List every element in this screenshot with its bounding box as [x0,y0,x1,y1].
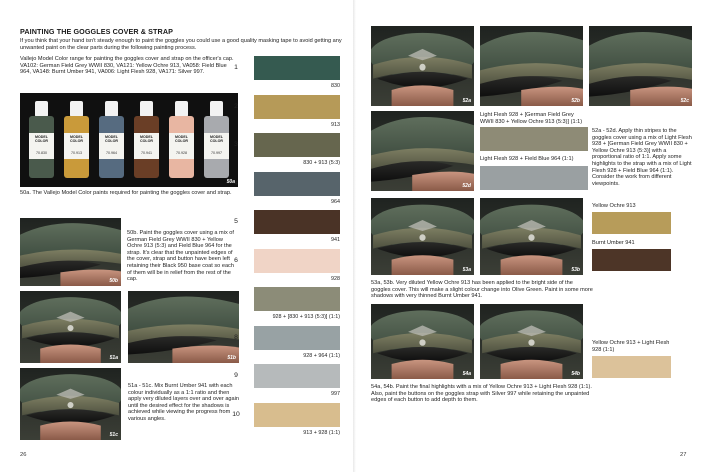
figure-50b-caption: 50b. Paint the goggles cover using a mix of German Field Grey WWII 830 + Yellow Ochre 913 (5:3) and Field Blue 964 for the strap. It's clear that the unpainted edges of the cover, strap and button have been left retaining their Black 950 base coat so each of them will be in relief from the rest of the cap. [127,230,234,283]
bottle-label: MODEL COLOR [35,135,48,143]
umber-swatch [592,249,671,271]
swatch-caption: 830 + 913 (5:3) [303,160,340,166]
color-swatch [254,133,340,157]
bottle-label: MODEL COLOR [210,135,223,143]
bottle-code: 70.997 [211,151,222,155]
figure-tag: 53a [462,267,471,273]
page-gutter [353,0,356,472]
mix2-swatch [480,166,588,190]
umber-label: Burnt Umber 941 [592,240,635,246]
color-swatch [254,326,340,350]
figure-tag: 54b [571,371,580,377]
figure-tag: 50a [226,179,235,185]
figure-51-caption: 51a - 51c. Mix Burnt Umber 941 with each colour individually as a 1:1 ratio and then apply very diluted layers over and over again until the desired effect for the shadows is achieved while viewing the progress from various angles. [128,383,240,422]
figure-53-caption: 53a, 53b. Very diluted Yellow Ochre 913 has been applied to the bright side of the goggles cover. This will make a slight colour change into Olive Green. Paint in some more shadows with very thinned Burnt Umber 941. [371,280,593,300]
section-title: PAINTING THE GOGGLES COVER & STRAP [20,27,174,36]
color-swatch [254,364,340,388]
swatch-number: 5 [234,218,238,225]
swatch-number: 1 [234,64,238,71]
figure-51a-photo [20,291,121,363]
figure-54b-photo [480,304,583,379]
swatch-number: 7 [234,295,238,302]
color-swatch [254,249,340,273]
figure-53a-photo [371,198,474,275]
color-swatch [254,210,340,234]
paint-bottle [168,101,195,179]
figure-50b-photo [20,218,121,286]
swatch-caption: 928 + 964 (1:1) [303,352,340,359]
figure-51b-photo [128,291,239,363]
swatch-number: 4 [234,179,238,187]
swatch-caption: 964 [331,198,340,205]
color-swatch [254,56,340,80]
figure-tag: 52a [462,98,471,104]
mix1-label: Light Flesh 928 + [German Field Grey WWII 830 + Yellow Ochre 913 (5:3)] (1:1) [480,112,583,125]
figure-tag: 52b [571,98,580,104]
swatch-caption: 997 [331,391,340,397]
bottle-code: 70.913 [71,151,82,155]
figure-tag: 51a [109,355,118,361]
paint-bottle [28,101,55,179]
paint-bottle [203,101,230,179]
bottle-row [28,101,230,179]
figure-52a-photo [371,26,474,106]
mix3-label: Yellow Ochre 913 + Light Flesh 928 (1:1) [592,340,670,353]
bottle-code: 70.830 [36,151,47,155]
figure-tag: 52d [462,183,471,189]
bottle-label: MODEL COLOR [175,135,188,143]
swatch-caption: 913 + 928 (1:1) [303,429,340,436]
color-swatch [254,95,340,119]
swatch-caption: 928 [331,275,340,282]
swatch-number: 3 [234,141,238,148]
color-swatch [254,287,340,311]
mix1-swatch [480,127,588,151]
paint-bottles-photo [20,93,238,187]
mix3-swatch [592,356,671,378]
bottle-label: MODEL COLOR [140,135,153,143]
paint-bottle [63,101,90,179]
yellow-swatch [592,212,671,234]
figure-52b-photo [480,26,583,106]
figure-tag: 51b [227,355,236,361]
figure-52d-photo [371,111,474,191]
swatch-caption: 830 [331,83,340,89]
figure-tag: 52c [680,98,689,104]
bottle-code: 70.964 [106,151,117,155]
swatch-caption: 928 + [830 + 913 (5:3)] (1:1) [272,314,340,320]
bottle-label: MODEL COLOR [70,135,83,143]
page-number-left: 26 [20,452,27,458]
swatch-number: 10 [232,410,240,418]
mix2-label: Light Flesh 928 + Field Blue 964 (1:1) [480,156,574,162]
swatch-number: 6 [234,256,238,264]
swatch-caption: 941 [331,237,340,243]
figure-52-caption: 52a - 52d. Apply thin stripes to the goggles cover using a mix of Light Flesh 928 + [German Field Grey WWII 830 + Yellow Ochre 913 (5:3)] with a proportional ratio of 1:1. Apply some highlights to the strap with a mix of Light Flesh 928 + Field Blue 964 (1:1). Consider the work from different viewpoints. [592,128,692,187]
bottle-code: 70.928 [176,151,187,155]
intro-paragraph: If you think that your hand isn't steady enough to paint the goggles you could use a good quality masking tape to avoid getting any unwanted paint on the clear parts during the following painting process. [20,38,342,51]
bottle-code: 70.941 [141,151,152,155]
page-number-right: 27 [680,452,687,458]
paint-range-paragraph: Vallejo Model Color range for painting the goggles cover and strap on the officer's cap. VA102: German Field Grey WWII 830, VA121: Yellow Ochre 913, VA058: Field Blue 964, VA148: Burnt Umber 941, VA006: Light Flesh 928, VA171: Silver 997. [20,56,234,76]
figure-tag: 54a [462,371,471,377]
color-swatch [254,403,340,427]
figure-51c-photo [20,368,121,440]
swatch-number: 9 [234,372,238,379]
figure-54a-photo [371,304,474,379]
paint-bottle [98,101,125,179]
figure-tag: 53b [571,267,580,273]
paint-bottle [133,101,160,179]
figure-tag: 50b [109,278,118,284]
bottle-label: MODEL COLOR [105,135,118,143]
swatch-number: 2 [234,102,238,110]
figure-tag: 51c [109,432,118,438]
swatch-caption: 913 [331,121,340,128]
yellow-label: Yellow Ochre 913 [592,203,636,209]
color-swatch [254,172,340,196]
figure-53b-photo [480,198,583,275]
swatch-number: 8 [234,333,238,341]
figure-50a-caption: 50a. The Vallejo Model Color paints required for painting the goggles cover and strap. [20,190,232,196]
figure-52c-photo [589,26,692,106]
figure-54-caption: 54a, 54b. Paint the final highlights with a mix of Yellow Ochre 913 + Light Flesh 928 (1:1). Also, paint the buttons on the goggles strap with Silver 997 while retaining the unpainted edges of each button to add depth to them. [371,384,592,404]
